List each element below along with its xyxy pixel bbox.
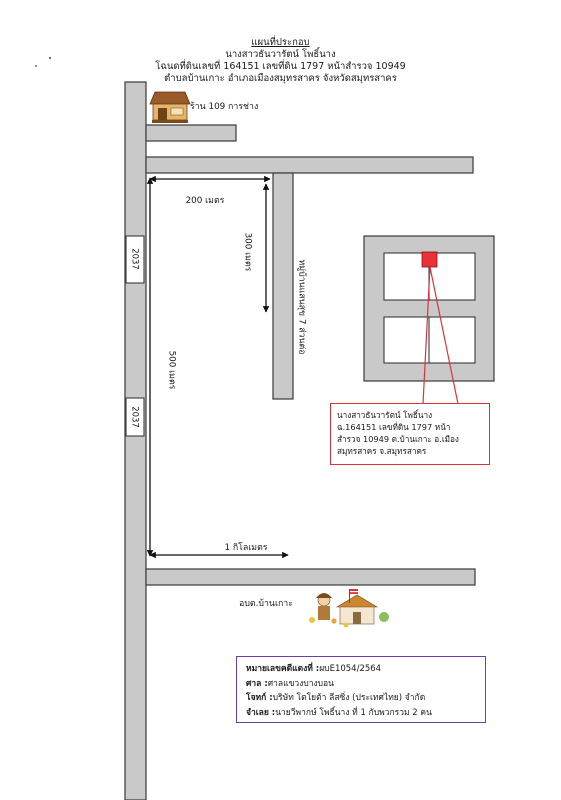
owner-name: นางสาวธันวารัตน์ โพธิ์นาง [225, 49, 336, 60]
callout-line-3: สำรวจ 10949 ต.บ้านเกาะ อ.เมือง [337, 434, 459, 444]
lower-road [146, 569, 475, 585]
label-village-road: หมู่บ้านแสนสุข 7 ส่วนต่อ [296, 259, 307, 355]
side-road-top [146, 125, 236, 141]
case-info-box [236, 656, 486, 723]
case-plaintiff: โจทก์ :บริษัท โตโยต้า ลีสซิ่ง (ประเทศไทย) จำกัด [246, 693, 426, 703]
shop-label: ร้าน 109 การช่าง [190, 102, 259, 112]
shop-icon [150, 92, 190, 123]
map-title: แผนที่ประกอบ [251, 37, 310, 48]
highway-sign-top [126, 236, 144, 283]
label-200m: 200 เมตร [185, 196, 225, 206]
label-1km: 1 กิโลเมตร [224, 543, 268, 553]
case-court: ศาล :ศาลแขวงบางบอน [246, 678, 334, 689]
callout-line-2: ฉ.164151 เลขที่ดิน 1797 หน้า [337, 422, 451, 432]
location-info: ตำบลบ้านเกาะ อำเภอเมืองสมุทรสาคร จังหวัดสมุทรสาคร [164, 73, 397, 84]
deed-info: โฉนดที่ดินเลขที่ 164151 เลขที่ดิน 1797 หน้าสำรวจ 10949 [155, 61, 406, 72]
svg-text:2037: 2037 [129, 406, 140, 428]
label-300m: 300 เมตร [242, 232, 253, 272]
case-defendant: จำเลย :นายวีพากษ์ โพธิ์นาง ที่ 1 กับพวกรวม 2 คน [246, 707, 432, 718]
sao-label: อบต.บ้านเกาะ [239, 599, 293, 609]
highway-2037 [125, 82, 146, 800]
upper-road [146, 157, 473, 173]
sao-building-icon [309, 589, 389, 627]
property-marker [422, 252, 437, 267]
callout-line-1: นางสาวธันวารัตน์ โพธิ์นาง [337, 410, 433, 420]
callout-line-4: สมุทรสาคร จ.สมุทรสาคร [337, 446, 427, 456]
village-road [273, 173, 293, 399]
label-500m: 500 เมตร [166, 350, 177, 390]
property-callout [330, 403, 490, 465]
case-red-no: หมายเลขคดีแดงที่ :ผบE1054/2564 [246, 664, 382, 674]
svg-text:2037: 2037 [129, 248, 140, 270]
highway-sign-bottom [126, 398, 144, 436]
